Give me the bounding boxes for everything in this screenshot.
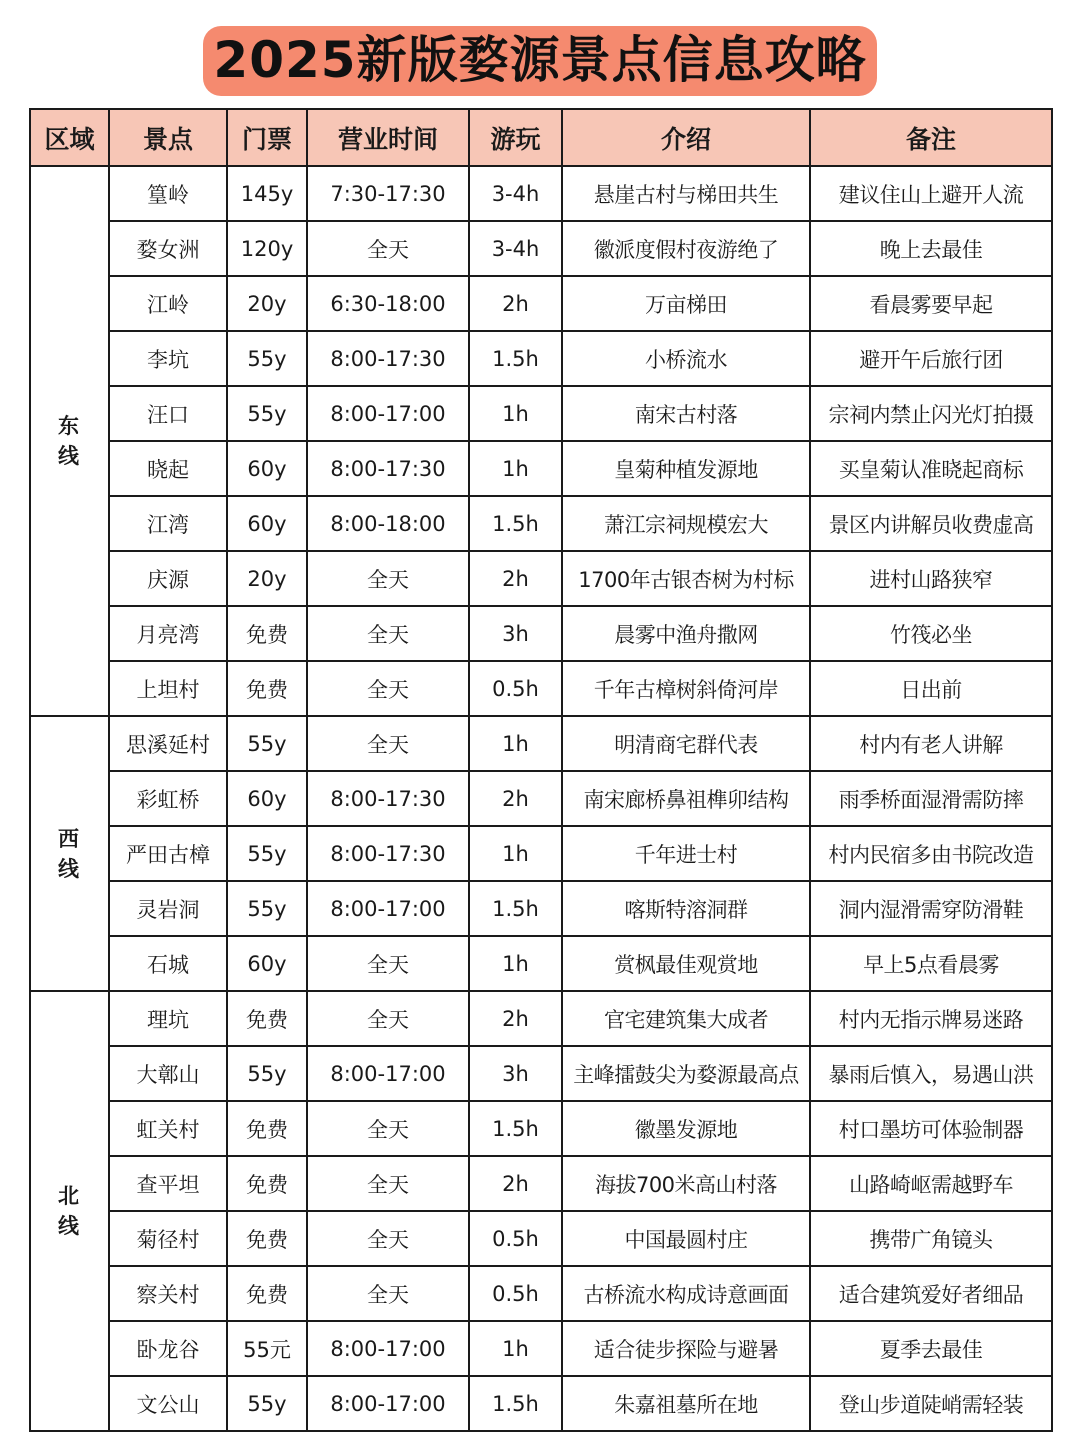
note-cell: 晚上去最佳 — [810, 221, 1052, 276]
ticket-cell: 55y — [227, 1046, 307, 1101]
table-row — [30, 441, 1052, 496]
attraction-cell: 虹关村 — [109, 1101, 227, 1156]
attraction-cell: 庆源 — [109, 551, 227, 606]
duration-cell: 1.5h — [469, 881, 562, 936]
ticket-cell: 55y — [227, 331, 307, 386]
note-cell: 建议住山上避开人流 — [810, 166, 1052, 221]
table-row — [30, 1156, 1052, 1211]
intro-cell: 萧江宗祠规模宏大 — [562, 496, 810, 551]
duration-cell: 2h — [469, 551, 562, 606]
attraction-cell: 江岭 — [109, 276, 227, 331]
table-row — [30, 661, 1052, 716]
ticket-cell: 20y — [227, 276, 307, 331]
attraction-cell: 卧龙谷 — [109, 1321, 227, 1376]
note-cell: 暴雨后慎入，易遇山洪 — [810, 1046, 1052, 1101]
duration-cell: 1h — [469, 716, 562, 771]
intro-cell: 主峰擂鼓尖为婺源最高点 — [562, 1046, 810, 1101]
duration-cell: 1h — [469, 386, 562, 441]
note-cell: 竹筏必坐 — [810, 606, 1052, 661]
region-cell — [30, 166, 109, 716]
intro-cell: 徽派度假村夜游绝了 — [562, 221, 810, 276]
intro-cell: 古桥流水构成诗意画面 — [562, 1266, 810, 1321]
table-row — [30, 276, 1052, 331]
header-intro: 介绍 — [562, 109, 810, 166]
hours-cell: 8:00-18:00 — [307, 496, 469, 551]
duration-cell: 1.5h — [469, 1101, 562, 1156]
attraction-cell: 晓起 — [109, 441, 227, 496]
duration-cell: 3h — [469, 1046, 562, 1101]
ticket-cell: 55元 — [227, 1321, 307, 1376]
hours-cell: 8:00-17:00 — [307, 1046, 469, 1101]
note-cell: 村内民宿多由书院改造 — [810, 826, 1052, 881]
intro-cell: 海拔700米高山村落 — [562, 1156, 810, 1211]
duration-cell: 1.5h — [469, 496, 562, 551]
table-row — [30, 1211, 1052, 1266]
hours-cell: 8:00-17:30 — [307, 441, 469, 496]
hours-cell: 7:30-17:30 — [307, 166, 469, 221]
intro-cell: 赏枫最佳观赏地 — [562, 936, 810, 991]
note-cell: 景区内讲解员收费虚高 — [810, 496, 1052, 551]
intro-cell: 徽墨发源地 — [562, 1101, 810, 1156]
attraction-cell: 石城 — [109, 936, 227, 991]
hours-cell: 全天 — [307, 221, 469, 276]
ticket-cell: 免费 — [227, 661, 307, 716]
duration-cell: 3h — [469, 606, 562, 661]
attraction-cell: 理坑 — [109, 991, 227, 1046]
header-ticket: 门票 — [227, 109, 307, 166]
duration-cell: 2h — [469, 1156, 562, 1211]
region-cell — [30, 716, 109, 991]
note-cell: 雨季桥面湿滑需防摔 — [810, 771, 1052, 826]
duration-cell: 1h — [469, 826, 562, 881]
table-row — [30, 1321, 1052, 1376]
ticket-cell: 60y — [227, 771, 307, 826]
intro-cell: 朱嘉祖墓所在地 — [562, 1376, 810, 1431]
hours-cell: 全天 — [307, 1156, 469, 1211]
table-row — [30, 771, 1052, 826]
ticket-cell: 60y — [227, 441, 307, 496]
ticket-cell: 55y — [227, 716, 307, 771]
intro-cell: 官宅建筑集大成者 — [562, 991, 810, 1046]
hours-cell: 全天 — [307, 991, 469, 1046]
duration-cell: 3-4h — [469, 166, 562, 221]
hours-cell: 全天 — [307, 1101, 469, 1156]
ticket-cell: 免费 — [227, 991, 307, 1046]
note-cell: 村口墨坊可体验制器 — [810, 1101, 1052, 1156]
attraction-cell: 篁岭 — [109, 166, 227, 221]
hours-cell: 全天 — [307, 661, 469, 716]
intro-cell: 小桥流水 — [562, 331, 810, 386]
intro-cell: 皇菊种植发源地 — [562, 441, 810, 496]
hours-cell: 全天 — [307, 551, 469, 606]
note-cell: 村内无指示牌易迷路 — [810, 991, 1052, 1046]
ticket-cell: 145y — [227, 166, 307, 221]
attraction-cell: 文公山 — [109, 1376, 227, 1431]
title-wrapper — [0, 26, 1080, 96]
note-cell: 进村山路狭窄 — [810, 551, 1052, 606]
ticket-cell: 55y — [227, 881, 307, 936]
intro-cell: 喀斯特溶洞群 — [562, 881, 810, 936]
hours-cell: 6:30-18:00 — [307, 276, 469, 331]
ticket-cell: 免费 — [227, 1211, 307, 1266]
region-cell — [30, 991, 109, 1431]
note-cell: 登山步道陡峭需轻装 — [810, 1376, 1052, 1431]
note-cell: 看晨雾要早起 — [810, 276, 1052, 331]
intro-cell: 千年古樟树斜倚河岸 — [562, 661, 810, 716]
hours-cell: 全天 — [307, 606, 469, 661]
attractions-table — [29, 108, 1053, 1432]
ticket-cell: 60y — [227, 936, 307, 991]
table-row — [30, 606, 1052, 661]
ticket-cell: 120y — [227, 221, 307, 276]
table-row — [30, 166, 1052, 221]
intro-cell: 中国最圆村庄 — [562, 1211, 810, 1266]
hours-cell: 8:00-17:00 — [307, 1376, 469, 1431]
header-duration: 游玩 — [469, 109, 562, 166]
header-attraction: 景点 — [109, 109, 227, 166]
ticket-cell: 60y — [227, 496, 307, 551]
table-row — [30, 496, 1052, 551]
table-row — [30, 1266, 1052, 1321]
table-row — [30, 386, 1052, 441]
attraction-cell: 上坦村 — [109, 661, 227, 716]
table-header — [30, 109, 1052, 166]
table-row — [30, 221, 1052, 276]
table-row — [30, 991, 1052, 1046]
table-row — [30, 716, 1052, 771]
note-cell: 洞内湿滑需穿防滑鞋 — [810, 881, 1052, 936]
duration-cell: 0.5h — [469, 1266, 562, 1321]
attraction-cell: 菊径村 — [109, 1211, 227, 1266]
duration-cell: 0.5h — [469, 1211, 562, 1266]
header-region: 区域 — [30, 109, 109, 166]
attraction-cell: 灵岩洞 — [109, 881, 227, 936]
table-row — [30, 936, 1052, 991]
hours-cell: 全天 — [307, 936, 469, 991]
region-label: 东线 — [58, 414, 81, 468]
attraction-cell: 查平坦 — [109, 1156, 227, 1211]
hours-cell: 全天 — [307, 1266, 469, 1321]
note-cell: 山路崎岖需越野车 — [810, 1156, 1052, 1211]
ticket-cell: 免费 — [227, 1101, 307, 1156]
hours-cell: 8:00-17:30 — [307, 826, 469, 881]
note-cell: 早上5点看晨雾 — [810, 936, 1052, 991]
intro-cell: 南宋廊桥鼻祖榫卯结构 — [562, 771, 810, 826]
header-hours: 营业时间 — [307, 109, 469, 166]
attraction-cell: 江湾 — [109, 496, 227, 551]
attraction-cell: 月亮湾 — [109, 606, 227, 661]
attraction-cell: 严田古樟 — [109, 826, 227, 881]
table-row — [30, 1376, 1052, 1431]
duration-cell: 3-4h — [469, 221, 562, 276]
intro-cell: 适合徒步探险与避暑 — [562, 1321, 810, 1376]
hours-cell: 8:00-17:00 — [307, 881, 469, 936]
attraction-cell: 汪口 — [109, 386, 227, 441]
duration-cell: 2h — [469, 276, 562, 331]
intro-cell: 晨雾中渔舟撒网 — [562, 606, 810, 661]
duration-cell: 2h — [469, 991, 562, 1046]
intro-cell: 明清商宅群代表 — [562, 716, 810, 771]
intro-cell: 万亩梯田 — [562, 276, 810, 331]
duration-cell: 1h — [469, 936, 562, 991]
ticket-cell: 免费 — [227, 1156, 307, 1211]
table-row — [30, 1046, 1052, 1101]
note-cell: 村内有老人讲解 — [810, 716, 1052, 771]
intro-cell: 南宋古村落 — [562, 386, 810, 441]
note-cell: 宗祠内禁止闪光灯拍摄 — [810, 386, 1052, 441]
attraction-cell: 大鄣山 — [109, 1046, 227, 1101]
duration-cell: 0.5h — [469, 661, 562, 716]
duration-cell: 1.5h — [469, 1376, 562, 1431]
duration-cell: 1h — [469, 441, 562, 496]
region-label: 北线 — [58, 1184, 81, 1238]
ticket-cell: 55y — [227, 386, 307, 441]
attraction-cell: 李坑 — [109, 331, 227, 386]
note-cell: 适合建筑爱好者细品 — [810, 1266, 1052, 1321]
hours-cell: 8:00-17:30 — [307, 771, 469, 826]
ticket-cell: 55y — [227, 1376, 307, 1431]
region-label: 西线 — [58, 826, 81, 881]
header-row — [30, 109, 1052, 166]
table-body — [30, 166, 1052, 1431]
note-cell: 携带广角镜头 — [810, 1211, 1052, 1266]
note-cell: 日出前 — [810, 661, 1052, 716]
table-row — [30, 826, 1052, 881]
header-note: 备注 — [810, 109, 1052, 166]
duration-cell: 1.5h — [469, 331, 562, 386]
note-cell: 夏季去最佳 — [810, 1321, 1052, 1376]
attraction-cell: 思溪延村 — [109, 716, 227, 771]
intro-cell: 悬崖古村与梯田共生 — [562, 166, 810, 221]
hours-cell: 8:00-17:30 — [307, 331, 469, 386]
hours-cell: 全天 — [307, 1211, 469, 1266]
table-row — [30, 331, 1052, 386]
hours-cell: 8:00-17:00 — [307, 386, 469, 441]
table-row — [30, 1101, 1052, 1156]
attraction-cell: 彩虹桥 — [109, 771, 227, 826]
hours-cell: 8:00-17:00 — [307, 1321, 469, 1376]
intro-cell: 千年进士村 — [562, 826, 810, 881]
hours-cell: 全天 — [307, 716, 469, 771]
note-cell: 买皇菊认准晓起商标 — [810, 441, 1052, 496]
page-title: 2025新版婺源景点信息攻略 — [203, 26, 876, 96]
ticket-cell: 免费 — [227, 606, 307, 661]
duration-cell: 1h — [469, 1321, 562, 1376]
attraction-cell: 婺女洲 — [109, 221, 227, 276]
ticket-cell: 免费 — [227, 1266, 307, 1321]
note-cell: 避开午后旅行团 — [810, 331, 1052, 386]
attraction-cell: 察关村 — [109, 1266, 227, 1321]
table-row — [30, 881, 1052, 936]
table-row — [30, 551, 1052, 606]
ticket-cell: 20y — [227, 551, 307, 606]
intro-cell: 1700年古银杏树为村标 — [562, 551, 810, 606]
ticket-cell: 55y — [227, 826, 307, 881]
duration-cell: 2h — [469, 771, 562, 826]
